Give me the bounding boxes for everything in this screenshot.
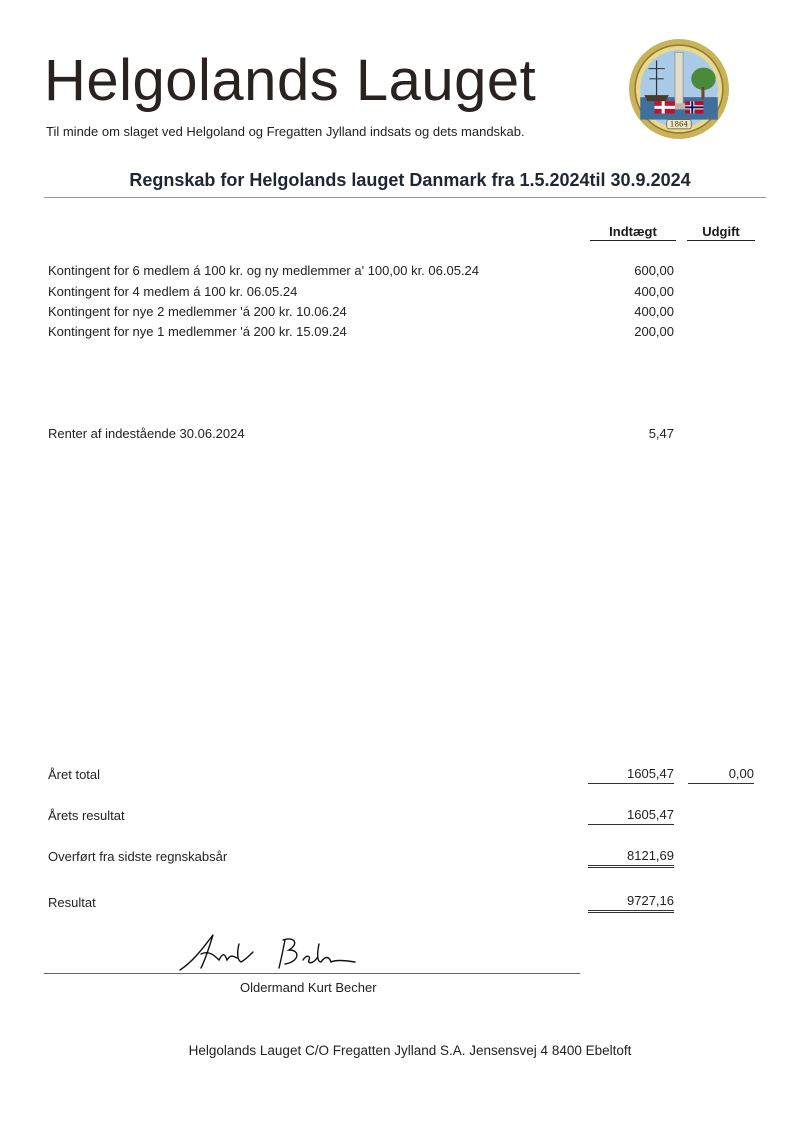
- entry-income: 5,47: [648, 426, 674, 441]
- report-heading: Regnskab for Helgolands lauget Danmark fra 1.5.2024til 30.9.2024: [129, 170, 691, 190]
- expense-column-header: Udgift: [687, 224, 755, 241]
- entry-income: 200,00: [634, 324, 674, 339]
- commemorative-seal-icon: [628, 38, 730, 140]
- entry-income: 400,00: [634, 304, 674, 319]
- signature-line: [44, 973, 580, 974]
- entry-label: Kontingent for nye 1 medlemmer 'á 200 kr. 15.09.24: [48, 324, 347, 339]
- year-total-income: 1605,47: [588, 766, 674, 784]
- year-total-expense: 0,00: [688, 766, 754, 784]
- heading-divider: [44, 197, 766, 198]
- income-column-header: Indtægt: [590, 224, 676, 241]
- entry-income: 400,00: [634, 284, 674, 299]
- handwritten-signature: [175, 930, 365, 975]
- seal-year: 1864: [669, 119, 689, 129]
- footer-address: Helgolands Lauget C/O Fregatten Jylland S.A. Jensensvej 4 8400 Ebeltoft: [188, 1043, 632, 1058]
- organization-subtitle: Til minde om slaget ved Helgoland og Fregatten Jylland indsats og dets mandskab.: [46, 124, 525, 139]
- carried-over-label: Overført fra sidste regnskabsår: [48, 849, 228, 864]
- year-result-label: Årets resultat: [48, 808, 125, 823]
- entry-label: Kontingent for nye 2 medlemmer 'á 200 kr. 10.06.24: [48, 304, 347, 319]
- entry-label: Renter af indestående 30.06.2024: [48, 426, 245, 441]
- entry-label: Kontingent for 6 medlem á 100 kr. og ny medlemmer a' 100,00 kr. 06.05.24: [48, 263, 480, 278]
- organization-title: Helgolands Lauget: [44, 48, 537, 113]
- year-total-label: Året total: [48, 767, 101, 782]
- year-result-value: 1605,47: [588, 807, 674, 825]
- result-label: Resultat: [48, 895, 96, 910]
- entry-income: 600,00: [634, 263, 674, 278]
- result-value: 9727,16: [588, 893, 674, 913]
- entry-label: Kontingent for 4 medlem á 100 kr. 06.05.24: [48, 284, 298, 299]
- signatory-name: Oldermand Kurt Becher: [240, 980, 377, 995]
- carried-over-value: 8121,69: [588, 848, 674, 868]
